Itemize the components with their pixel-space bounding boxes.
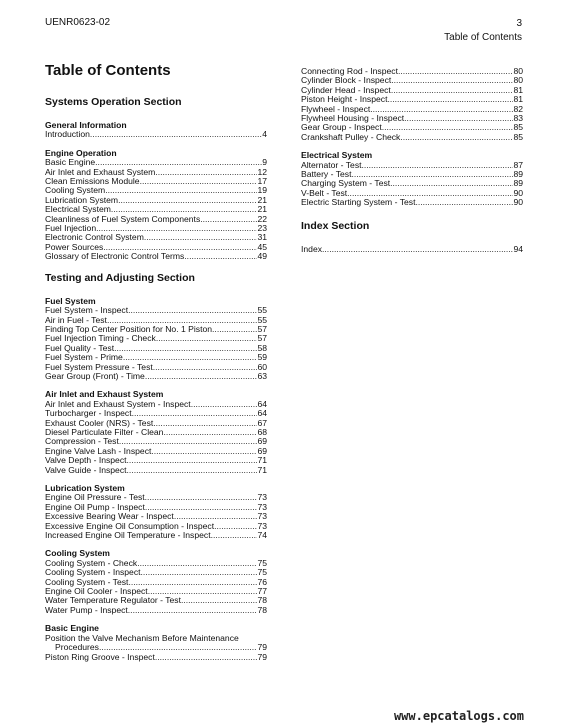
toc-entry[interactable]	[45, 419, 267, 428]
toc-entry-page: 73	[257, 502, 267, 512]
toc-entry[interactable]	[45, 493, 267, 502]
toc-entry-title: Excessive Bearing Wear - Inspect	[45, 512, 174, 522]
toc-entry-title: Excessive Engine Oil Consumption - Inspect	[45, 521, 215, 531]
toc-entry-page: 82	[513, 104, 523, 114]
toc-entry-title: Valve Depth - Inspect	[45, 456, 127, 466]
leader-dots	[155, 653, 258, 662]
toc-entry-title: Electronic Control System	[45, 233, 144, 243]
leader-dots	[382, 123, 514, 132]
leader-dots	[390, 179, 513, 188]
toc-entry[interactable]	[301, 123, 523, 132]
header-right	[444, 17, 522, 45]
toc-entry[interactable]	[45, 306, 267, 315]
leader-dots	[155, 168, 257, 177]
page-title: Table of Contents	[45, 62, 171, 79]
leader-dots	[391, 86, 514, 95]
leader-dots	[322, 245, 513, 254]
leader-dots	[153, 363, 258, 372]
toc-entry-title: Fuel Quality - Test	[45, 343, 115, 353]
toc-entry-title: Cleanliness of Fuel System Components	[45, 214, 201, 224]
section-heading-index: Index Section	[301, 219, 370, 232]
subsection-heading: Electrical System	[301, 150, 373, 161]
toc-entry[interactable]	[301, 170, 523, 179]
toc-entry[interactable]	[45, 316, 267, 325]
toc-entry-page: 63	[257, 371, 267, 381]
subsection-heading: General Information	[45, 120, 127, 130]
toc-entry-page: 89	[513, 170, 523, 180]
leader-dots	[95, 158, 262, 167]
leader-dots	[145, 503, 258, 512]
toc-entry-page: 64	[257, 399, 267, 409]
toc-entry-page: 4	[262, 130, 267, 140]
toc-entry[interactable]	[301, 105, 523, 114]
toc-entry-page: 90	[513, 188, 523, 198]
toc-entry[interactable]	[45, 568, 267, 577]
toc-entry[interactable]	[45, 578, 267, 587]
toc-entry-title: Fuel Injection Timing - Check	[45, 334, 156, 344]
toc-entry-page: 67	[257, 418, 267, 428]
toc-entry-page: 68	[257, 427, 267, 437]
toc-group	[45, 149, 267, 262]
leader-dots	[151, 447, 257, 456]
leader-dots	[184, 252, 257, 261]
subsection-heading: Air Inlet and Exhaust System	[45, 389, 164, 400]
toc-entry-page: 81	[513, 95, 523, 105]
toc-entry[interactable]	[45, 215, 267, 224]
toc-entry[interactable]	[45, 522, 267, 531]
toc-entry-page: 76	[257, 577, 267, 587]
toc-entry-page: 17	[257, 177, 267, 187]
toc-entry-page: 74	[257, 531, 267, 541]
leader-dots	[404, 114, 513, 123]
leader-dots	[362, 161, 514, 170]
toc-entry-title: Charging System - Test	[301, 179, 391, 189]
toc-entry[interactable]	[45, 634, 267, 653]
toc-entry-page: 85	[513, 132, 523, 142]
toc-entry-page: 19	[257, 186, 267, 196]
leader-dots	[137, 559, 257, 568]
toc-entry[interactable]	[45, 186, 267, 195]
toc-entry-page: 49	[257, 252, 267, 262]
leader-dots	[214, 522, 257, 531]
subsection-heading: Basic Engine	[45, 623, 99, 634]
leader-dots	[351, 170, 513, 179]
toc-entry-page: 75	[257, 568, 267, 578]
toc-entry-page: 75	[257, 558, 267, 568]
toc-entry-title: Clean Emissions Module	[45, 177, 140, 187]
toc-entry-title: Glossary of Electronic Control Terms	[45, 252, 185, 262]
leader-dots	[400, 133, 513, 142]
toc-entry[interactable]	[45, 252, 267, 261]
toc-entry-title: Connecting Rod - Inspect	[301, 67, 398, 76]
toc-entry-title: Fuel System Pressure - Test	[45, 362, 153, 372]
toc-entry-page: 23	[257, 224, 267, 234]
leader-dots	[148, 587, 258, 596]
toc-entry-title: Cooling System - Test	[45, 577, 129, 587]
toc-entry-page: 21	[257, 195, 267, 205]
leader-dots	[181, 596, 257, 605]
toc-entry-page: 55	[257, 306, 267, 316]
toc-entry-title: Gear Group (Front) - Time	[45, 371, 145, 381]
toc-entry-page: 59	[257, 353, 267, 363]
section-heading-systems-operation: Systems Operation Section	[45, 96, 182, 108]
toc-entry[interactable]	[45, 596, 267, 605]
toc-entry-title: Piston Ring Groove - Inspect	[45, 652, 155, 662]
toc-group	[45, 624, 267, 662]
toc-entry-page: 69	[257, 437, 267, 447]
toc-entry-title: Flywheel Housing - Inspect	[301, 114, 405, 124]
toc-entry-page: 71	[257, 456, 267, 466]
leader-dots	[211, 531, 258, 540]
toc-entry[interactable]	[45, 233, 267, 242]
toc-entry[interactable]	[45, 353, 267, 362]
toc-entry-page: 78	[257, 596, 267, 606]
toc-entry-title: Cooling System - Check	[45, 558, 138, 568]
leader-dots	[140, 177, 258, 186]
toc-entry-title: Cylinder Head - Inspect	[301, 85, 391, 95]
toc-entry-title: Air Inlet and Exhaust System	[45, 167, 156, 177]
leader-dots	[123, 353, 258, 362]
toc-entry-title: Air Inlet and Exhaust System - Inspect	[45, 399, 191, 409]
leader-dots	[387, 95, 513, 104]
toc-entry[interactable]	[45, 428, 267, 437]
toc-entry[interactable]	[45, 177, 267, 186]
toc-entry-title: Engine Oil Pressure - Test	[45, 493, 145, 503]
toc-entry-page: 85	[513, 123, 523, 133]
leader-dots	[141, 568, 258, 577]
toc-entry[interactable]	[301, 86, 523, 95]
toc-entry[interactable]	[45, 606, 267, 615]
leader-dots	[99, 643, 257, 652]
toc-entry-page: 89	[513, 179, 523, 189]
subsection-heading: Cooling System	[45, 548, 110, 559]
toc-entry-title: Engine Valve Lash - Inspect	[45, 446, 152, 456]
toc-entry[interactable]	[301, 133, 523, 142]
toc-entry-page: 71	[257, 465, 267, 475]
toc-entry[interactable]	[45, 503, 267, 512]
toc-entry-page: 77	[257, 587, 267, 597]
toc-group	[45, 297, 267, 382]
toc-entry-title: Exhaust Cooler (NRS) - Test	[45, 418, 154, 428]
toc-entry-title-cont: Procedures	[55, 642, 99, 653]
leader-dots	[103, 243, 257, 252]
toc-entry-page: 79	[257, 642, 267, 653]
toc-entry-title: Engine Oil Cooler - Inspect	[45, 587, 148, 597]
toc-entry[interactable]	[45, 437, 267, 446]
leader-dots	[163, 428, 257, 437]
leader-dots	[119, 437, 258, 446]
toc-entry-title: Air in Fuel - Test	[45, 315, 107, 325]
leader-dots	[90, 130, 262, 139]
toc-entry-title: Cooling System - Inspect	[45, 568, 141, 578]
leader-dots	[144, 233, 258, 242]
toc-entry-page: 60	[257, 362, 267, 372]
toc-entry-page: 80	[513, 76, 523, 86]
subsection-heading: Fuel System	[45, 295, 96, 306]
leader-dots	[118, 196, 257, 205]
toc-entry-page: 9	[262, 158, 267, 168]
leader-dots	[174, 512, 258, 521]
toc-entry[interactable]	[45, 168, 267, 177]
toc-entry-title: Piston Height - Inspect	[301, 95, 388, 105]
toc-entry[interactable]	[45, 130, 267, 139]
leader-dots	[391, 76, 513, 85]
toc-entry[interactable]	[45, 334, 267, 343]
toc-entry-continuation	[45, 643, 267, 652]
toc-group	[45, 121, 267, 140]
header-doc-id: UENR0623-02	[45, 17, 111, 28]
toc-entry-title: Increased Engine Oil Temperature - Inspect	[45, 531, 211, 541]
leader-dots	[370, 105, 513, 114]
toc-entry-page: 79	[257, 652, 267, 662]
toc-entry[interactable]	[301, 198, 523, 207]
toc-entry-page: 94	[513, 244, 523, 254]
toc-entry-title: Water Pump - Inspect	[45, 605, 128, 615]
toc-entry[interactable]	[45, 196, 267, 205]
subsection-heading: Engine Operation	[45, 147, 117, 158]
header-page-number: 3	[516, 18, 522, 29]
toc-entry-title: Basic Engine	[45, 158, 96, 168]
toc-entry-title: Valve Guide - Inspect	[45, 465, 127, 475]
toc-entry-page: 90	[513, 198, 523, 208]
toc-entry-page: 57	[257, 324, 267, 334]
toc-entry[interactable]	[45, 559, 267, 568]
toc-right-column	[301, 67, 523, 254]
section-heading-testing-adjusting: Testing and Adjusting Section	[45, 271, 195, 284]
toc-entry[interactable]	[301, 67, 523, 76]
toc-entry-title: Position the Valve Mechanism Before Maintenance	[45, 633, 239, 643]
toc-entry-page: 73	[257, 521, 267, 531]
toc-entry-title: Water Temperature Regulator - Test	[45, 596, 181, 606]
toc-entry-page: 83	[513, 114, 523, 124]
toc-entry-title: Cooling System	[45, 186, 106, 196]
toc-entry[interactable]	[45, 456, 267, 465]
toc-entry-page: 12	[257, 167, 267, 177]
leader-dots	[191, 400, 258, 409]
toc-entry-title: Introduction	[45, 130, 90, 140]
toc-entry-page: 22	[257, 214, 267, 224]
toc-entry[interactable]	[45, 205, 267, 214]
leader-dots	[114, 344, 257, 353]
toc-entry-title: Index	[301, 244, 323, 254]
toc-entry-title: Crankshaft Pulley - Check	[301, 132, 401, 142]
toc-entry-title: Lubrication System	[45, 195, 119, 205]
toc-entry-title: Flywheel - Inspect	[301, 104, 371, 114]
toc-entry-page: 69	[257, 446, 267, 456]
toc-entry[interactable]	[301, 114, 523, 123]
leader-dots	[105, 186, 257, 195]
leader-dots	[212, 325, 257, 334]
toc-entry-page: 57	[257, 334, 267, 344]
leader-dots	[128, 578, 257, 587]
watermark: www.epcatalogs.com	[393, 709, 524, 723]
toc-entry[interactable]	[45, 344, 267, 353]
toc-entry-title: Fuel System - Inspect	[45, 306, 129, 316]
toc-entry[interactable]	[301, 245, 523, 254]
toc-entry-page: 80	[513, 67, 523, 76]
toc-entry[interactable]	[45, 363, 267, 372]
toc-entry[interactable]	[45, 224, 267, 233]
toc-entry-title: Engine Oil Pump - Inspect	[45, 502, 145, 512]
toc-entry-page: 21	[257, 205, 267, 215]
toc-entry[interactable]	[45, 587, 267, 596]
toc-entry-title: Diesel Particulate Filter - Clean	[45, 427, 164, 437]
toc-entry-title: Gear Group - Inspect	[301, 123, 382, 133]
toc-entry-page: 73	[257, 512, 267, 522]
toc-entry-page: 45	[257, 242, 267, 252]
toc-entry-title: Battery - Test	[301, 170, 352, 180]
leader-dots	[398, 67, 513, 76]
leader-dots	[145, 372, 258, 381]
toc-left-column	[45, 96, 267, 671]
toc-entry-title: Power Sources	[45, 242, 104, 252]
toc-entry-title: Alternator - Test	[301, 160, 362, 170]
leader-dots	[132, 409, 258, 418]
leader-dots	[107, 316, 258, 325]
toc-entry-page: 73	[257, 493, 267, 503]
toc-entry-page: 31	[257, 233, 267, 243]
toc-entry-title: Cylinder Block - Inspect	[301, 76, 392, 86]
leader-dots	[153, 419, 257, 428]
toc-entry[interactable]	[45, 466, 267, 475]
toc-entry-title: Fuel System - Prime	[45, 353, 123, 363]
toc-entry[interactable]	[301, 179, 523, 188]
toc-group	[45, 484, 267, 540]
toc-entry-title: Finding Top Center Position for No. 1 Piston	[45, 324, 213, 334]
toc-entry-page: 81	[513, 85, 523, 95]
leader-dots	[127, 466, 258, 475]
toc-entry-title: Turbocharger - Inspect	[45, 409, 132, 419]
toc-entry[interactable]	[45, 653, 267, 662]
leader-dots	[127, 456, 258, 465]
leader-dots	[347, 189, 513, 198]
toc-entry-page: 64	[257, 409, 267, 419]
toc-entry[interactable]	[45, 158, 267, 167]
toc-entry[interactable]	[301, 189, 523, 198]
leader-dots	[415, 198, 513, 207]
toc-entry-title: Compression - Test	[45, 437, 119, 447]
toc-entry[interactable]	[45, 531, 267, 540]
toc-entry-title: V-Belt - Test	[301, 188, 348, 198]
toc-entry-page: 55	[257, 315, 267, 325]
toc-entry[interactable]	[45, 409, 267, 418]
toc-group	[301, 151, 523, 207]
toc-entry[interactable]	[45, 400, 267, 409]
leader-dots	[200, 215, 257, 224]
toc-entry[interactable]	[45, 512, 267, 521]
subsection-heading: Lubrication System	[45, 483, 125, 493]
header-page-title: Table of Contents	[444, 32, 522, 43]
toc-entry[interactable]	[45, 447, 267, 456]
toc-entry-page: 87	[513, 160, 523, 170]
toc-entry[interactable]	[45, 325, 267, 334]
toc-entry[interactable]	[301, 95, 523, 104]
leader-dots	[111, 205, 258, 214]
toc-entry[interactable]	[45, 372, 267, 381]
toc-entry[interactable]	[301, 76, 523, 85]
toc-entry-title: Electric Starting System - Test	[301, 198, 416, 208]
toc-group	[45, 549, 267, 615]
leader-dots	[128, 306, 257, 315]
toc-entry-title: Electrical System	[45, 205, 111, 215]
toc-entry-title: Fuel Injection	[45, 224, 97, 234]
toc-entry-page: 78	[257, 605, 267, 615]
toc-entry-page: 58	[257, 343, 267, 353]
leader-dots	[145, 493, 258, 502]
leader-dots	[128, 606, 258, 615]
toc-entry[interactable]	[45, 243, 267, 252]
toc-entry[interactable]	[301, 161, 523, 170]
leader-dots	[156, 334, 258, 343]
leader-dots	[96, 224, 257, 233]
toc-group	[45, 390, 267, 475]
